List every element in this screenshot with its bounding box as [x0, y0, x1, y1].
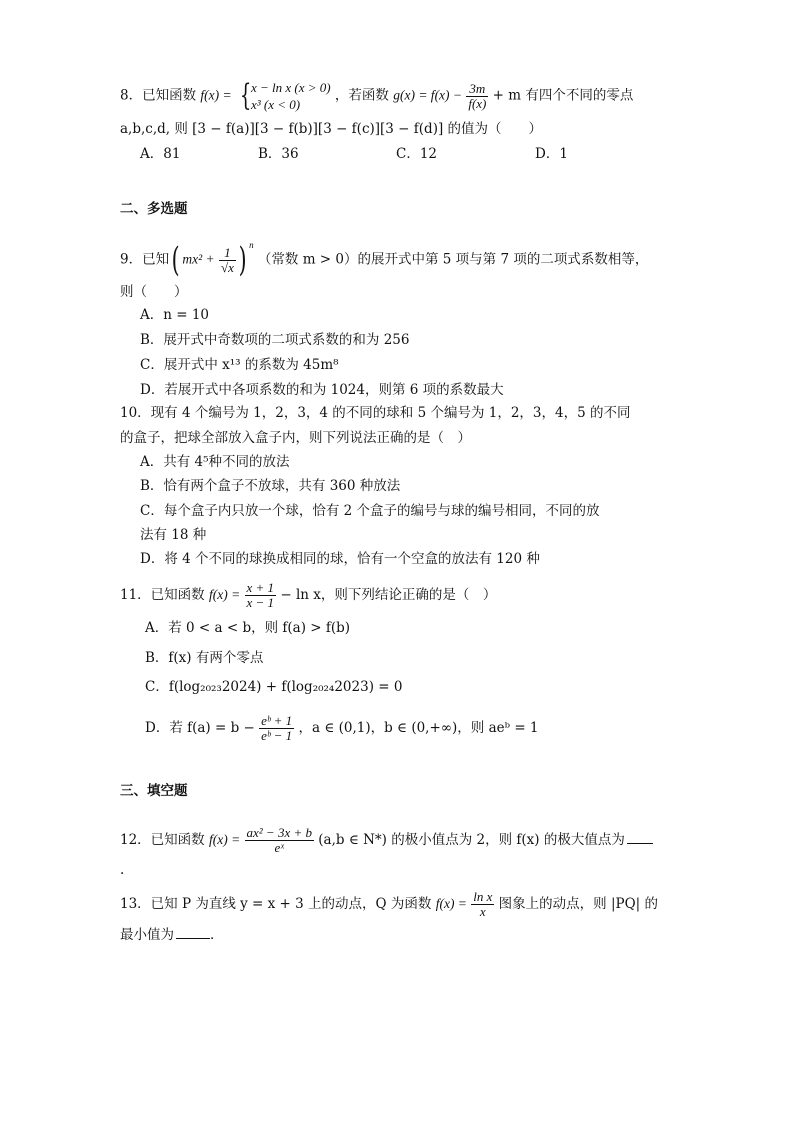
q8-tail: + m 有四个不同的零点	[492, 87, 634, 104]
q11-fraction	[245, 581, 277, 610]
q10-option-d: D．将 4 个不同的球换成相同的球，恰有一个空盒的放法有 120 种	[140, 551, 540, 567]
q9-exponent: n	[249, 240, 254, 250]
q8-option-b: B．36	[258, 146, 299, 162]
q11-option-c: C．f(log₂₀₂₃2024) + f(log₂₀₂₄2023) = 0	[145, 679, 403, 695]
q9-rest: （常数 m > 0）的展开式中第 5 项与第 7 项的二项式系数相等，	[257, 251, 649, 268]
section-multi-choice-heading: 二、多选题	[120, 201, 188, 217]
q8-frac-num: 3m	[466, 82, 488, 97]
q11-option-d-num: eᵇ + 1	[261, 713, 293, 728]
q11-line1	[120, 581, 496, 610]
q8-frac-den: f(x)	[468, 95, 487, 111]
q12-tail: (a,b ∈ N*) 的极小值点为 2，则 f(x) 的极大值点为	[318, 832, 625, 848]
q9-lparen: (	[171, 240, 180, 280]
q8-option-d: D．1	[535, 146, 568, 162]
q8-option-a: A．81	[140, 146, 181, 162]
q11-option-d-tail: ，a ∈ (0,1)，b ∈ (0,+∞)，则 aeᵇ = 1	[298, 720, 539, 736]
q13-line1	[120, 890, 658, 919]
q9-option-c: C．展开式中 x¹³ 的系数为 45m⁸	[140, 357, 339, 373]
q13-line2-text: 最小值为	[120, 927, 174, 943]
q12-frac-den: eˣ	[274, 840, 284, 855]
q12-line1	[120, 826, 653, 855]
q9-fraction	[219, 246, 236, 275]
section-fill-blank-heading: 三、填空题	[120, 783, 188, 799]
q12-line2: .	[120, 862, 125, 878]
q9-line2: 则（ ）	[120, 284, 188, 300]
q8-intro: 已知函数	[142, 87, 197, 104]
q10-option-a: A．共有 4⁵种不同的放法	[140, 454, 290, 470]
q12-frac-num: ax² − 3x + b	[246, 825, 312, 840]
q11-frac-num: x + 1	[246, 580, 275, 595]
q10-option-c-line2: 法有 18 种	[140, 527, 207, 543]
q8-gx: g(x) = f(x) −	[393, 87, 463, 103]
q9-intro: 9．已知	[120, 251, 170, 268]
q8-line1	[120, 79, 633, 113]
q9-frac-num: 1	[219, 246, 236, 261]
q11-option-b: B．f(x) 有两个零点	[145, 650, 264, 666]
q8-mid: ，若函数	[334, 87, 389, 104]
q13-frac-den: x	[479, 904, 486, 919]
q11-option-d	[145, 714, 539, 743]
q8-cases	[251, 79, 331, 113]
q9-line1	[120, 240, 649, 280]
q8-number-prefix: 8．	[120, 87, 143, 104]
q12-answer-blank[interactable]	[627, 831, 653, 844]
q11-option-d-den: eᵇ − 1	[261, 728, 293, 743]
q9-option-a: A．n = 10	[140, 307, 210, 323]
q13-intro: 13．已知 P 为直线 y = x + 3 上的动点，Q 为函数	[120, 896, 432, 912]
q12-fx: f(x) =	[208, 832, 241, 847]
q11-option-a: A．若 0 < a < b，则 f(a) > f(b)	[145, 620, 351, 636]
q13-answer-blank[interactable]	[176, 926, 210, 939]
q11-option-d-pre: D．若 f(a) = b −	[145, 720, 255, 736]
q10-option-b: B．恰有两个盒子不放球，共有 360 种放法	[140, 478, 401, 494]
q8-fx: f(x) =	[200, 87, 232, 103]
q10-line1: 10．现有 4 个编号为 1，2，3，4 的不同的球和 5 个编号为 1，2，3，4，5 的不同	[120, 405, 631, 421]
q8-brace: {	[239, 78, 252, 113]
q11-intro: 11．已知函数	[120, 587, 205, 603]
q11-option-d-fraction	[259, 714, 294, 743]
q9-option-d: D．若展开式中各项系数的和为 1024，则第 6 项的系数最大	[140, 382, 504, 398]
q10-line2: 的盒子，把球全部放入盒子内，则下列说法正确的是（ ）	[120, 430, 471, 446]
q13-fraction	[471, 890, 494, 919]
q11-fx: f(x) =	[208, 587, 241, 602]
q13-frac-num: ln x	[473, 889, 493, 904]
q8-case1: x − ln x (x > 0)	[251, 80, 331, 95]
q9-frac-den: √x	[220, 259, 234, 275]
q11-frac-den: x − 1	[246, 595, 275, 610]
q13-end: ．	[210, 927, 224, 943]
q8-line2: a,b,c,d, 则 [3 − f(a)][3 − f(b)][3 − f(c)][3 − f(d)] 的值为（ ）	[120, 121, 543, 137]
q13-tail: 图象上的动点，则 |PQ| 的	[498, 896, 658, 912]
q9-option-b: B．展开式中奇数项的二项式系数的和为 256	[140, 332, 410, 348]
q13-fx: f(x) =	[435, 896, 467, 911]
q10-option-c-line1: C．每个盒子内只放一个球，恰有 2 个盒子的编号与球的编号相同，不同的放	[140, 503, 600, 519]
q8-case2: x³ (x < 0)	[251, 97, 301, 112]
q9-expr: mx² +	[182, 251, 215, 267]
q8-fraction	[466, 82, 488, 111]
q11-tail: − ln x，则下列结论正确的是（ ）	[280, 587, 497, 603]
q8-option-c: C．12	[396, 146, 438, 162]
q12-intro: 12．已知函数	[120, 832, 205, 848]
q13-line2	[120, 925, 224, 945]
q9-rparen: )	[238, 240, 247, 280]
q12-fraction	[245, 826, 314, 855]
